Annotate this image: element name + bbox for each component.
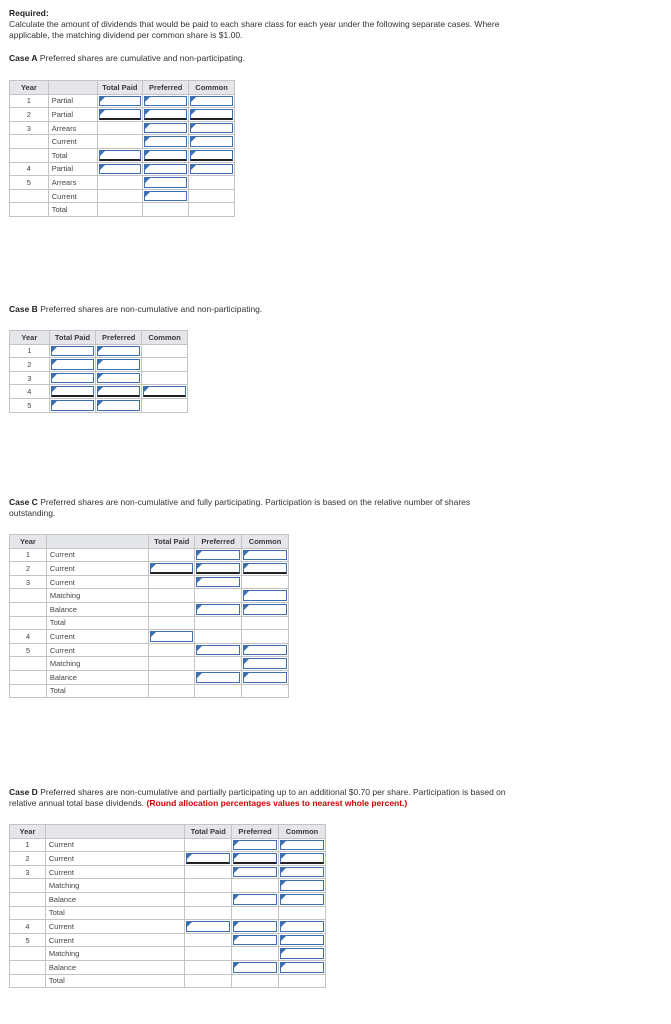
empty-cell	[149, 684, 195, 698]
preferred-header: Preferred	[143, 81, 189, 95]
empty-cell	[149, 602, 195, 616]
case-a-description: Preferred shares are cumulative and non-participating.	[39, 53, 245, 63]
empty-cell	[185, 879, 232, 893]
case-c-label: Case C	[9, 497, 38, 507]
common-input[interactable]	[279, 879, 326, 893]
row-label: Matching	[45, 947, 184, 961]
table-row	[10, 630, 289, 644]
case-b-label: Case B	[9, 304, 38, 314]
common-input[interactable]	[242, 657, 289, 671]
empty-cell	[185, 974, 232, 988]
year-cell: 2	[10, 852, 46, 866]
preferred-input[interactable]	[143, 94, 189, 108]
table-row	[10, 176, 235, 190]
year-cell: 4	[10, 630, 47, 644]
empty-cell	[195, 589, 242, 603]
preferred-input[interactable]	[195, 548, 242, 562]
preferred-input[interactable]	[195, 670, 242, 684]
year-cell: 1	[10, 94, 49, 108]
common-input[interactable]	[189, 108, 235, 122]
empty-cell	[185, 933, 232, 947]
row-label: Current	[45, 865, 184, 879]
total-paid-input[interactable]	[97, 162, 143, 176]
case-d-heading	[9, 787, 506, 798]
year-cell: 1	[10, 548, 47, 562]
preferred-input[interactable]	[143, 121, 189, 135]
row-label: Partial	[48, 162, 97, 176]
empty-cell	[185, 960, 232, 974]
empty-cell	[97, 176, 143, 190]
case-c-table	[9, 534, 289, 698]
table-row	[10, 189, 235, 203]
common-input[interactable]	[279, 865, 326, 879]
empty-cell	[142, 398, 188, 412]
preferred-input[interactable]	[96, 344, 142, 358]
empty-cell	[242, 684, 289, 698]
empty-cell	[149, 657, 195, 671]
total-paid-input[interactable]	[185, 852, 232, 866]
empty-cell	[185, 906, 232, 920]
table-row	[10, 906, 326, 920]
empty-cell	[195, 657, 242, 671]
empty-cell	[142, 358, 188, 372]
case-a-heading	[9, 53, 245, 64]
table-row	[10, 121, 235, 135]
empty-cell	[149, 670, 195, 684]
preferred-input[interactable]	[195, 602, 242, 616]
preferred-input[interactable]	[232, 933, 279, 947]
row-label: Matching	[46, 589, 149, 603]
table-row	[10, 616, 289, 630]
row-label: Current	[45, 852, 184, 866]
year-cell: 3	[10, 121, 49, 135]
year-cell	[10, 657, 47, 671]
empty-cell	[195, 630, 242, 644]
row-label: Matching	[46, 657, 149, 671]
year-cell: 3	[10, 575, 47, 589]
empty-cell	[97, 135, 143, 149]
empty-cell	[242, 616, 289, 630]
total-paid-input[interactable]	[149, 630, 195, 644]
total-paid-input[interactable]	[49, 358, 96, 372]
table-row	[10, 385, 188, 399]
empty-cell	[149, 575, 195, 589]
common-input[interactable]	[189, 148, 235, 162]
total-paid-header: Total Paid	[49, 331, 96, 345]
row-label: Current	[45, 920, 184, 934]
empty-cell	[185, 865, 232, 879]
empty-cell	[232, 947, 279, 961]
preferred-input[interactable]	[96, 385, 142, 399]
year-cell	[10, 148, 49, 162]
row-label: Arrears	[48, 176, 97, 190]
common-input[interactable]	[189, 94, 235, 108]
year-cell	[10, 602, 47, 616]
year-cell: 1	[10, 344, 50, 358]
common-header: Common	[279, 825, 326, 839]
year-cell	[10, 947, 46, 961]
table-row	[10, 684, 289, 698]
table-row	[10, 960, 326, 974]
total-paid-input[interactable]	[97, 148, 143, 162]
preferred-header: Preferred	[96, 331, 142, 345]
year-cell	[10, 203, 49, 217]
empty-cell	[195, 616, 242, 630]
table-row	[10, 94, 235, 108]
total-paid-header: Total Paid	[185, 825, 232, 839]
table-row	[10, 974, 326, 988]
year-cell	[10, 589, 47, 603]
preferred-input[interactable]	[232, 920, 279, 934]
empty-cell	[189, 203, 235, 217]
row-label: Current	[45, 838, 184, 852]
year-cell: 2	[10, 358, 50, 372]
preferred-input[interactable]	[232, 865, 279, 879]
case-c-heading	[9, 497, 470, 508]
common-input[interactable]	[142, 385, 188, 399]
preferred-input[interactable]	[195, 562, 242, 576]
common-input[interactable]	[279, 892, 326, 906]
common-input[interactable]	[242, 589, 289, 603]
row-label: Total	[45, 906, 184, 920]
empty-cell	[189, 176, 235, 190]
case-a-table	[9, 80, 235, 217]
table-row	[10, 892, 326, 906]
case-c-description-2: outstanding.	[9, 508, 56, 518]
table-row	[10, 203, 235, 217]
total-paid-input[interactable]	[97, 94, 143, 108]
year-cell	[10, 879, 46, 893]
case-d-header-row	[10, 825, 326, 839]
common-input[interactable]	[279, 960, 326, 974]
total-paid-header: Total Paid	[97, 81, 143, 95]
empty-cell	[185, 892, 232, 906]
year-cell	[10, 906, 46, 920]
row-label: Current	[48, 189, 97, 203]
empty-cell	[142, 371, 188, 385]
empty-cell	[232, 906, 279, 920]
common-input[interactable]	[242, 602, 289, 616]
row-label: Current	[46, 630, 149, 644]
case-a-header-row	[10, 81, 235, 95]
year-cell: 1	[10, 838, 46, 852]
empty-cell	[279, 974, 326, 988]
table-row	[10, 562, 289, 576]
preferred-input[interactable]	[232, 892, 279, 906]
case-b-heading	[9, 304, 262, 315]
table-row	[10, 371, 188, 385]
row-label: Current	[46, 575, 149, 589]
year-header: Year	[10, 331, 50, 345]
common-input[interactable]	[279, 947, 326, 961]
case-d-description: Preferred shares are non-cumulative and partially participating up to an additional $0.70 per share. Participation is based on	[40, 787, 506, 797]
case-d-label: Case D	[9, 787, 38, 797]
empty-cell	[97, 203, 143, 217]
table-row	[10, 575, 289, 589]
required-title: Required:	[9, 8, 49, 18]
common-input[interactable]	[279, 838, 326, 852]
table-row	[10, 670, 289, 684]
year-cell	[10, 684, 47, 698]
case-b-description: Preferred shares are non-cumulative and non-participating.	[40, 304, 263, 314]
table-row	[10, 657, 289, 671]
year-cell	[10, 135, 49, 149]
empty-cell	[242, 575, 289, 589]
total-paid-input[interactable]	[149, 562, 195, 576]
table-row	[10, 947, 326, 961]
row-label: Arrears	[48, 121, 97, 135]
preferred-input[interactable]	[96, 398, 142, 412]
preferred-input[interactable]	[96, 371, 142, 385]
preferred-header: Preferred	[195, 535, 242, 549]
preferred-input[interactable]	[96, 358, 142, 372]
common-input[interactable]	[279, 933, 326, 947]
empty-cell	[149, 548, 195, 562]
table-row	[10, 643, 289, 657]
preferred-input[interactable]	[143, 162, 189, 176]
common-input[interactable]	[279, 920, 326, 934]
row-label: Matching	[45, 879, 184, 893]
case-d-table	[9, 824, 326, 988]
preferred-input[interactable]	[195, 643, 242, 657]
common-input[interactable]	[242, 670, 289, 684]
table-row	[10, 852, 326, 866]
row-label: Balance	[46, 602, 149, 616]
empty-cell	[279, 906, 326, 920]
total-paid-input[interactable]	[185, 920, 232, 934]
year-cell: 4	[10, 385, 50, 399]
common-header: Common	[242, 535, 289, 549]
common-input[interactable]	[242, 548, 289, 562]
empty-cell	[97, 121, 143, 135]
total-paid-input[interactable]	[49, 371, 96, 385]
table-row	[10, 548, 289, 562]
total-paid-input[interactable]	[49, 398, 96, 412]
empty-cell	[242, 630, 289, 644]
row-label: Total	[45, 974, 184, 988]
empty-cell	[232, 974, 279, 988]
common-input[interactable]	[242, 643, 289, 657]
year-cell	[10, 960, 46, 974]
year-cell: 2	[10, 562, 47, 576]
preferred-input[interactable]	[232, 852, 279, 866]
row-label: Current	[48, 135, 97, 149]
year-cell	[10, 670, 47, 684]
label-header	[46, 535, 149, 549]
table-row	[10, 108, 235, 122]
table-row	[10, 879, 326, 893]
empty-cell	[185, 838, 232, 852]
case-c-description: Preferred shares are non-cumulative and fully participating. Participation is based on the relative number of shares	[40, 497, 471, 507]
common-header: Common	[189, 81, 235, 95]
year-header: Year	[10, 825, 46, 839]
common-input[interactable]	[242, 562, 289, 576]
table-row	[10, 148, 235, 162]
preferred-input[interactable]	[232, 838, 279, 852]
case-c-header-row	[10, 535, 289, 549]
label-header	[48, 81, 97, 95]
table-row	[10, 344, 188, 358]
total-paid-input[interactable]	[97, 108, 143, 122]
table-row	[10, 602, 289, 616]
row-label: Total	[48, 148, 97, 162]
case-b-table	[9, 330, 188, 413]
year-cell	[10, 616, 47, 630]
empty-cell	[149, 616, 195, 630]
year-cell: 3	[10, 371, 50, 385]
case-a-label: Case A	[9, 53, 38, 63]
empty-cell	[149, 643, 195, 657]
row-label: Current	[45, 933, 184, 947]
required-line-2: applicable, the matching dividend per common share is $1.00.	[9, 30, 243, 40]
empty-cell	[189, 189, 235, 203]
row-label: Current	[46, 562, 149, 576]
empty-cell	[142, 344, 188, 358]
common-input[interactable]	[189, 162, 235, 176]
empty-cell	[97, 189, 143, 203]
preferred-input[interactable]	[143, 135, 189, 149]
row-label: Partial	[48, 94, 97, 108]
label-header	[45, 825, 184, 839]
empty-cell	[232, 879, 279, 893]
table-row	[10, 162, 235, 176]
preferred-header: Preferred	[232, 825, 279, 839]
total-paid-input[interactable]	[49, 344, 96, 358]
year-header: Year	[10, 535, 47, 549]
year-cell	[10, 974, 46, 988]
common-header: Common	[142, 331, 188, 345]
table-row	[10, 135, 235, 149]
row-label: Partial	[48, 108, 97, 122]
table-row	[10, 589, 289, 603]
year-cell	[10, 189, 49, 203]
preferred-input[interactable]	[143, 189, 189, 203]
case-d-description-2-line	[9, 798, 407, 809]
year-cell	[10, 892, 46, 906]
year-cell: 4	[10, 162, 49, 176]
table-row	[10, 838, 326, 852]
row-label: Total	[46, 684, 149, 698]
empty-cell	[185, 947, 232, 961]
row-label: Current	[46, 548, 149, 562]
common-input[interactable]	[279, 852, 326, 866]
year-cell: 5	[10, 933, 46, 947]
row-label: Total	[48, 203, 97, 217]
table-row	[10, 865, 326, 879]
rounding-note: (Round allocation percentages values to nearest whole percent.)	[146, 798, 408, 808]
table-row	[10, 933, 326, 947]
year-header: Year	[10, 81, 49, 95]
common-input[interactable]	[189, 135, 235, 149]
case-d-description-2: relative annual total base dividends.	[9, 798, 145, 808]
year-cell: 2	[10, 108, 49, 122]
empty-cell	[143, 203, 189, 217]
row-label: Balance	[45, 960, 184, 974]
case-b-header-row	[10, 331, 188, 345]
row-label: Balance	[46, 670, 149, 684]
table-row	[10, 398, 188, 412]
row-label: Total	[46, 616, 149, 630]
year-cell: 5	[10, 398, 50, 412]
total-paid-input[interactable]	[49, 385, 96, 399]
preferred-input[interactable]	[143, 176, 189, 190]
required-line-1: Calculate the amount of dividends that would be paid to each share class for each year under the following separate cases. Where	[9, 19, 500, 29]
row-label: Current	[46, 643, 149, 657]
empty-cell	[149, 589, 195, 603]
common-input[interactable]	[189, 121, 235, 135]
year-cell: 4	[10, 920, 46, 934]
table-row	[10, 358, 188, 372]
preferred-input[interactable]	[195, 575, 242, 589]
year-cell: 3	[10, 865, 46, 879]
preferred-input[interactable]	[143, 108, 189, 122]
total-paid-header: Total Paid	[149, 535, 195, 549]
preferred-input[interactable]	[143, 148, 189, 162]
year-cell: 5	[10, 176, 49, 190]
year-cell: 5	[10, 643, 47, 657]
preferred-input[interactable]	[232, 960, 279, 974]
empty-cell	[195, 684, 242, 698]
row-label: Balance	[45, 892, 184, 906]
table-row	[10, 920, 326, 934]
